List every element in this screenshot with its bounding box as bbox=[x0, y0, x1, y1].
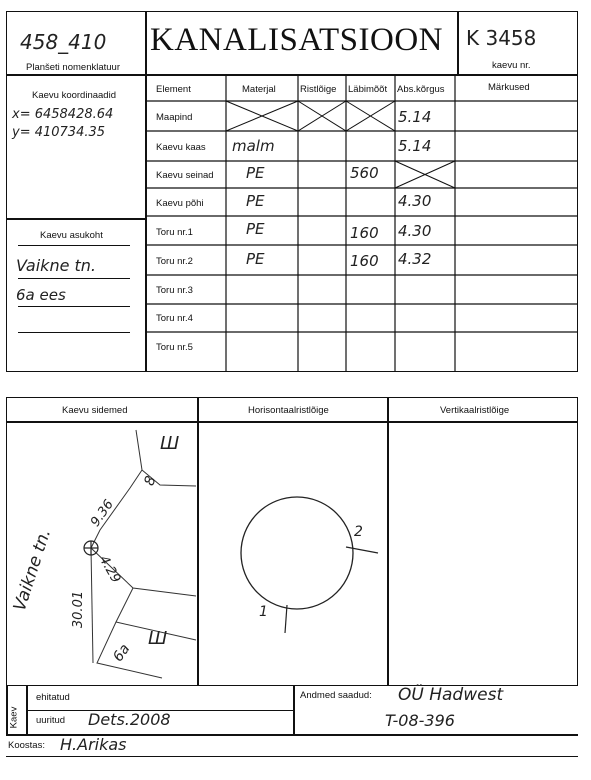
pipe-1-label: 1 bbox=[259, 604, 268, 620]
divider bbox=[6, 756, 578, 757]
divider bbox=[6, 686, 8, 734]
measured-label: uuritud bbox=[36, 715, 66, 726]
row-element: Kaevu põhi bbox=[156, 198, 204, 209]
row-height: 4.30 bbox=[398, 192, 432, 210]
col-header-element: Element bbox=[156, 84, 191, 95]
vertical-section-label: Vertikaalristlõige bbox=[440, 405, 510, 416]
row-material: malm bbox=[232, 137, 275, 155]
building-6a-number: 6a bbox=[110, 641, 134, 665]
distance-1: 9.36 bbox=[88, 497, 117, 530]
row-height: 5.14 bbox=[398, 137, 432, 155]
row-material: PE bbox=[246, 250, 265, 268]
manhole-circle bbox=[241, 497, 353, 609]
coords-label: Kaevu koordinaadid bbox=[32, 90, 116, 101]
row-height: 4.32 bbox=[398, 250, 432, 268]
map-code: 458_410 bbox=[20, 30, 107, 54]
pipe-2-line bbox=[346, 547, 378, 553]
col-header-material: Materjal bbox=[242, 84, 276, 95]
building-8-number: 8 bbox=[141, 474, 160, 488]
row-diameter: 160 bbox=[350, 252, 379, 270]
row-element: Toru nr.5 bbox=[156, 342, 193, 353]
map-code-label: Planšeti nomenklatuur bbox=[26, 62, 120, 73]
row-diameter: 560 bbox=[350, 164, 379, 182]
location-line1: Vaikne tn. bbox=[16, 256, 97, 275]
author-label: Koostas: bbox=[8, 740, 45, 751]
row-material: PE bbox=[246, 220, 265, 238]
page-title: KANALISATSIOON bbox=[150, 22, 443, 58]
built-label: ehitatud bbox=[36, 692, 70, 703]
well-symbol bbox=[84, 541, 98, 555]
row-material: PE bbox=[246, 192, 265, 210]
measured-value: Dets.2008 bbox=[88, 710, 171, 729]
distance-3: 30.01 bbox=[71, 590, 87, 629]
row-element: Toru nr.3 bbox=[156, 285, 193, 296]
distance-2: 4.29 bbox=[95, 553, 124, 586]
location-line2: 6a ees bbox=[16, 286, 66, 304]
row-element: Toru nr.4 bbox=[156, 313, 193, 324]
location-label: Kaevu asukoht bbox=[40, 230, 103, 241]
col-header-height: Abs.kõrgus bbox=[397, 84, 445, 95]
horizontal-section-label: Horisontaalristlõige bbox=[248, 405, 329, 416]
links-label: Kaevu sidemed bbox=[62, 405, 128, 416]
source-value: OÜ Hadwest bbox=[398, 685, 504, 705]
street-name: Vaikne tn. bbox=[9, 526, 56, 614]
row-element: Toru nr.2 bbox=[156, 256, 193, 267]
pipe-1-line bbox=[285, 605, 287, 633]
well-number-label: kaevu nr. bbox=[492, 60, 531, 71]
building-8-mark: Ш bbox=[160, 433, 180, 454]
source-label: Andmed saadud: bbox=[300, 690, 372, 701]
divider bbox=[293, 686, 295, 734]
row-material: PE bbox=[246, 164, 265, 182]
well-number: K 3458 bbox=[466, 26, 537, 50]
row-element: Kaevu seinad bbox=[156, 170, 214, 181]
row-diameter: 160 bbox=[350, 224, 379, 242]
kaev-label: Kaev bbox=[8, 706, 20, 729]
coord-x: x= 6458428.64 bbox=[12, 107, 114, 122]
col-header-notes: Märkused bbox=[488, 82, 530, 93]
row-height: 4.30 bbox=[398, 222, 432, 240]
coord-y: y= 410734.35 bbox=[12, 125, 106, 140]
row-element: Kaevu kaas bbox=[156, 142, 206, 153]
source-ref: T-08-396 bbox=[385, 711, 455, 730]
pipe-2-label: 2 bbox=[354, 524, 363, 540]
author-value: H.Arikas bbox=[60, 735, 127, 754]
col-header-cross: Ristlõige bbox=[300, 84, 337, 95]
building-6a-mark: Ш bbox=[148, 628, 168, 649]
row-element: Maapind bbox=[156, 112, 193, 123]
row-element: Toru nr.1 bbox=[156, 227, 193, 238]
col-header-diameter: Läbimõõt bbox=[348, 84, 388, 95]
row-height: 5.14 bbox=[398, 108, 432, 126]
